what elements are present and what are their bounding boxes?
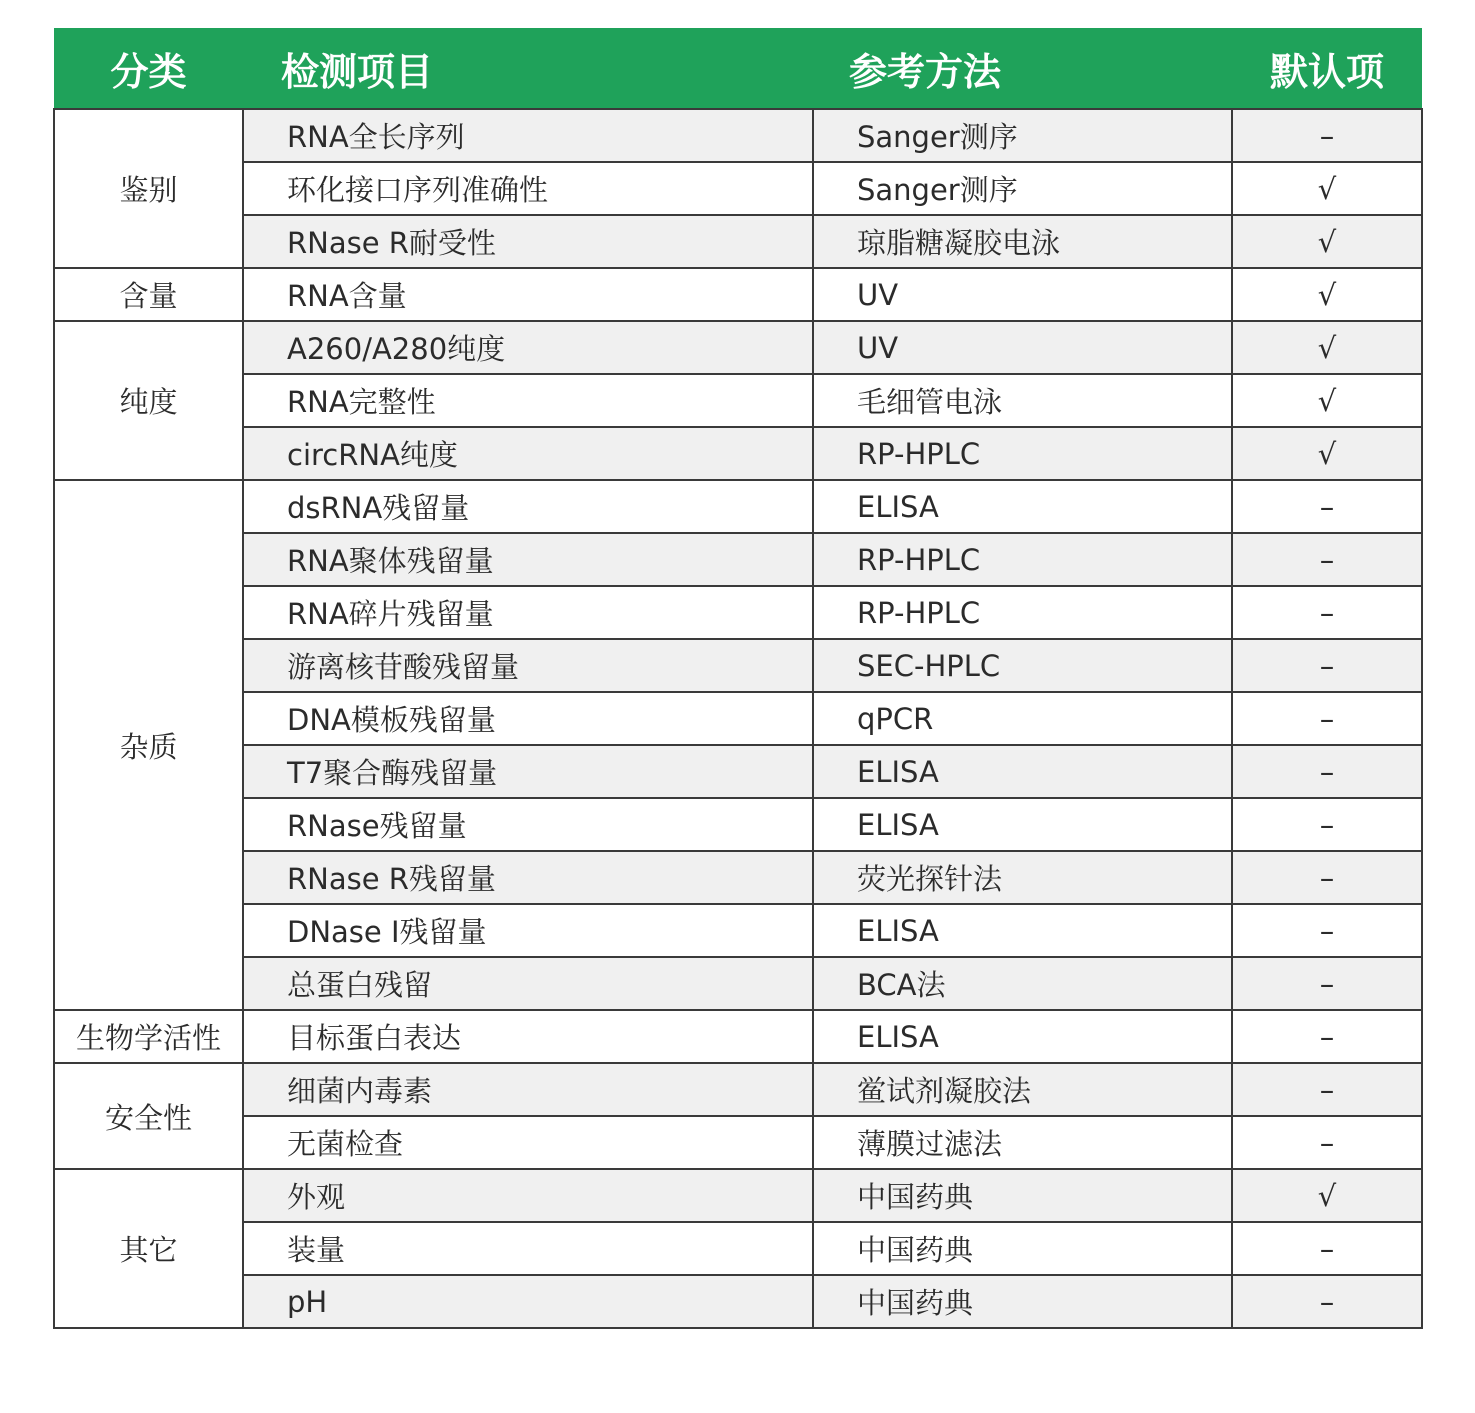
table-row: [54, 268, 1422, 321]
table-row: [54, 692, 1422, 745]
default-cell: –: [1232, 798, 1422, 851]
default-cell: –: [1232, 692, 1422, 745]
method-cell: UV: [813, 321, 1232, 374]
table-row: [54, 1116, 1422, 1169]
item-cell: pH: [243, 1275, 813, 1328]
default-cell: √: [1232, 162, 1422, 215]
item-cell: A260/A280纯度: [243, 321, 813, 374]
method-cell: 琼脂糖凝胶电泳: [813, 215, 1232, 268]
category-cell: 安全性: [54, 1063, 243, 1169]
header-method: 参考方法: [813, 28, 1232, 109]
table-row: [54, 1275, 1422, 1328]
method-cell: qPCR: [813, 692, 1232, 745]
table-row: [54, 1169, 1422, 1222]
table-row: [54, 745, 1422, 798]
item-cell: RNase R残留量: [243, 851, 813, 904]
method-cell: 中国药典: [813, 1275, 1232, 1328]
method-cell: 荧光探针法: [813, 851, 1232, 904]
default-cell: –: [1232, 639, 1422, 692]
category-cell: 含量: [54, 268, 243, 321]
table-body: [54, 109, 1422, 1328]
method-cell: 薄膜过滤法: [813, 1116, 1232, 1169]
method-cell: 毛细管电泳: [813, 374, 1232, 427]
item-cell: 环化接口序列准确性: [243, 162, 813, 215]
category-cell: 纯度: [54, 321, 243, 480]
item-cell: RNA完整性: [243, 374, 813, 427]
default-cell: –: [1232, 745, 1422, 798]
item-cell: 无菌检查: [243, 1116, 813, 1169]
default-cell: –: [1232, 1275, 1422, 1328]
table-row: [54, 215, 1422, 268]
item-cell: 目标蛋白表达: [243, 1010, 813, 1063]
item-cell: 总蛋白残留: [243, 957, 813, 1010]
item-cell: 细菌内毒素: [243, 1063, 813, 1116]
test-items-table: [53, 28, 1423, 1329]
item-cell: RNA碎片残留量: [243, 586, 813, 639]
item-cell: dsRNA残留量: [243, 480, 813, 533]
method-cell: UV: [813, 268, 1232, 321]
default-cell: –: [1232, 904, 1422, 957]
item-cell: 游离核苷酸残留量: [243, 639, 813, 692]
default-cell: –: [1232, 1063, 1422, 1116]
method-cell: ELISA: [813, 904, 1232, 957]
header-category: 分类: [54, 28, 243, 109]
table-row: [54, 1010, 1422, 1063]
method-cell: ELISA: [813, 480, 1232, 533]
table-row: [54, 427, 1422, 480]
item-cell: RNA全长序列: [243, 109, 813, 162]
default-cell: –: [1232, 586, 1422, 639]
item-cell: RNase残留量: [243, 798, 813, 851]
header-item: 检测项目: [243, 28, 813, 109]
item-cell: 外观: [243, 1169, 813, 1222]
method-cell: RP-HPLC: [813, 533, 1232, 586]
default-cell: –: [1232, 957, 1422, 1010]
method-cell: 鲎试剂凝胶法: [813, 1063, 1232, 1116]
table-row: [54, 1063, 1422, 1116]
table-row: [54, 480, 1422, 533]
method-cell: Sanger测序: [813, 162, 1232, 215]
default-cell: –: [1232, 480, 1422, 533]
method-cell: RP-HPLC: [813, 586, 1232, 639]
default-cell: –: [1232, 1010, 1422, 1063]
item-cell: RNase R耐受性: [243, 215, 813, 268]
default-cell: –: [1232, 851, 1422, 904]
default-cell: √: [1232, 427, 1422, 480]
default-cell: –: [1232, 1116, 1422, 1169]
default-cell: √: [1232, 268, 1422, 321]
default-cell: –: [1232, 533, 1422, 586]
item-cell: DNA模板残留量: [243, 692, 813, 745]
category-cell: 其它: [54, 1169, 243, 1328]
table-row: [54, 533, 1422, 586]
header-row: [54, 28, 1422, 109]
table-row: [54, 321, 1422, 374]
method-cell: 中国药典: [813, 1169, 1232, 1222]
item-cell: T7聚合酶残留量: [243, 745, 813, 798]
method-cell: SEC-HPLC: [813, 639, 1232, 692]
category-cell: 杂质: [54, 480, 243, 1010]
method-cell: Sanger测序: [813, 109, 1232, 162]
default-cell: –: [1232, 1222, 1422, 1275]
method-cell: RP-HPLC: [813, 427, 1232, 480]
table-row: [54, 586, 1422, 639]
default-cell: –: [1232, 109, 1422, 162]
item-cell: DNase I残留量: [243, 904, 813, 957]
category-cell: 鉴别: [54, 109, 243, 268]
item-cell: RNA含量: [243, 268, 813, 321]
table-row: [54, 798, 1422, 851]
table-row: [54, 109, 1422, 162]
table-row: [54, 1222, 1422, 1275]
table-row: [54, 957, 1422, 1010]
header-default: 默认项: [1232, 28, 1422, 109]
default-cell: √: [1232, 215, 1422, 268]
method-cell: ELISA: [813, 745, 1232, 798]
method-cell: ELISA: [813, 1010, 1232, 1063]
category-cell: 生物学活性: [54, 1010, 243, 1063]
method-cell: BCA法: [813, 957, 1232, 1010]
item-cell: 装量: [243, 1222, 813, 1275]
method-cell: 中国药典: [813, 1222, 1232, 1275]
item-cell: circRNA纯度: [243, 427, 813, 480]
table-row: [54, 904, 1422, 957]
table-row: [54, 639, 1422, 692]
table-row: [54, 374, 1422, 427]
default-cell: √: [1232, 374, 1422, 427]
default-cell: √: [1232, 1169, 1422, 1222]
item-cell: RNA聚体残留量: [243, 533, 813, 586]
table-row: [54, 851, 1422, 904]
method-cell: ELISA: [813, 798, 1232, 851]
default-cell: √: [1232, 321, 1422, 374]
table-row: [54, 162, 1422, 215]
